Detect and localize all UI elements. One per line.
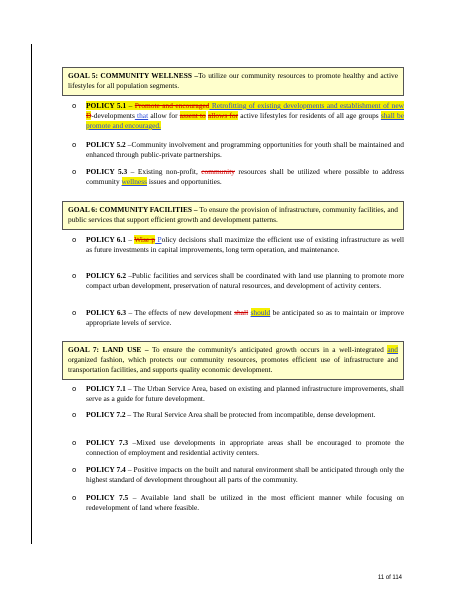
policy-7-5: o POLICY 7.5 – Available land shall be utilized in the most efficient manner while focusing on redevelopment of land where feasible.: [72, 493, 405, 512]
change-bar: [31, 44, 32, 544]
policy-5-2: o POLICY 5.2 –Community involvement and programming opportunities for youth shall be maintained and enhanced through public-private partnerships.: [72, 140, 405, 159]
deleted-text: community: [201, 167, 235, 176]
goal-5-box: [62, 67, 404, 96]
goal-5-label: GOAL 5: COMMUNITY WELLNESS –: [68, 71, 199, 80]
policy-6-3: o POLICY 6.3 – The effects of new development shall should be anticipated so as to maintain or improve appropriate levels of service.: [72, 308, 404, 327]
goal-5-text: To utilize our community resources to promote healthy and active lifestyles for all population segments.: [68, 71, 398, 90]
inserted-text: shall be promote and encouraged.: [86, 111, 404, 130]
policy-6-1: o POLICY 6.1 – Wise p Policy decisions shall maximize the efficient use of existing infrastructure as well as future investments in capital improvements, long term operation, and maintenance.: [72, 235, 404, 254]
policy-7-2: o POLICY 7.2 – The Rural Service Area shall be protected from incompatible, dense development.: [72, 410, 376, 419]
bullet-icon: o: [72, 236, 77, 244]
policy-5-2-label: POLICY 5.2: [86, 140, 126, 149]
bullet-icon: o: [72, 102, 77, 110]
inserted-text: should: [250, 308, 271, 317]
policy-6-1-label: POLICY 6.1: [86, 235, 127, 244]
policy-5-3-label: POLICY 5.3: [86, 167, 128, 176]
goal-6-text: To ensure the provision of infrastructure, community facilities, and public services that support efficient growth and development patterns.: [68, 205, 398, 224]
bullet-icon: o: [72, 411, 77, 419]
deleted-text: Wise p: [134, 235, 156, 244]
policy-7-1: o POLICY 7.1 – The Urban Service Area, based on existing and planned infrastructure improvements, shall serve as a guide for future development.: [72, 384, 404, 403]
bullet-icon: o: [72, 494, 77, 502]
page-number: 11 of 114: [377, 575, 402, 581]
policy-6-2: o POLICY 6.2 –Public facilities and services shall be coordinated with land use planning to promote more compact urban development, preservation of natural resources, and development of activity centers.: [72, 271, 404, 290]
inserted-text: wellness: [121, 177, 147, 186]
bullet-icon: o: [72, 385, 77, 393]
inserted-text: and: [387, 345, 398, 354]
policy-5-1-label: POLICY 5.1: [86, 101, 127, 110]
policy-7-4-label: POLICY 7.4: [86, 465, 126, 474]
policy-7-4: o POLICY 7.4 – Positive impacts on the built and natural environment shall be anticipated through only the highest standard of development throughout all parts of the community.: [72, 465, 404, 484]
deleted-text: Promote and encouraged: [134, 101, 210, 110]
deleted-text: assent to: [179, 111, 206, 120]
bullet-icon: o: [72, 466, 77, 474]
deleted-text: allows for: [207, 111, 239, 120]
policy-5-3: o POLICY 5.3 – Existing non-profit, community resources shall be utilized where possible to address community wellness issues and opportunities.: [72, 167, 404, 186]
policy-5-1: o POLICY 5.1 – Promote and encouraged Retrofitting of existing developments and establishment of new D-developments that allow for assent to allows for active lifestyles for residents of all age groups shall be promote and encouraged.: [72, 101, 404, 130]
inserted-text: P: [155, 235, 162, 244]
policy-7-2-label: POLICY 7.2: [86, 410, 126, 419]
deleted-text: shall: [234, 308, 249, 317]
inserted-text: that: [134, 111, 149, 120]
goal-6-label: GOAL 6: COMMUNITY FACILITIES –: [68, 205, 198, 214]
bullet-icon: o: [72, 168, 77, 176]
deleted-text: D: [86, 111, 92, 120]
goal-7-box: GOAL 7: LAND USE – To ensure the community's anticipated growth occurs in a well-integrated and organized fashion, which protects our community resources, promotes efficient use of infrastructure and transportation facilities, and supports quality economic development.: [62, 341, 404, 380]
bullet-icon: o: [72, 439, 77, 447]
policy-7-5-label: POLICY 7.5: [86, 493, 129, 502]
goal-6-box: [62, 201, 404, 230]
bullet-icon: o: [72, 309, 77, 317]
inserted-text: Retrofitting of existing developments and establishment of new: [209, 101, 404, 110]
policy-6-2-label: POLICY 6.2: [86, 271, 127, 280]
policy-7-3: o POLICY 7.3 –Mixed use developments in appropriate areas shall be encouraged to promote the connection of employment and residential activity centers.: [72, 438, 404, 457]
goal-7-label: GOAL 7: LAND USE –: [68, 345, 149, 354]
policy-7-1-label: POLICY 7.1: [86, 384, 126, 393]
policy-6-3-label: POLICY 6.3: [86, 308, 127, 317]
bullet-icon: o: [72, 272, 77, 280]
bullet-icon: o: [72, 141, 77, 149]
policy-7-3-label: POLICY 7.3: [86, 438, 129, 447]
